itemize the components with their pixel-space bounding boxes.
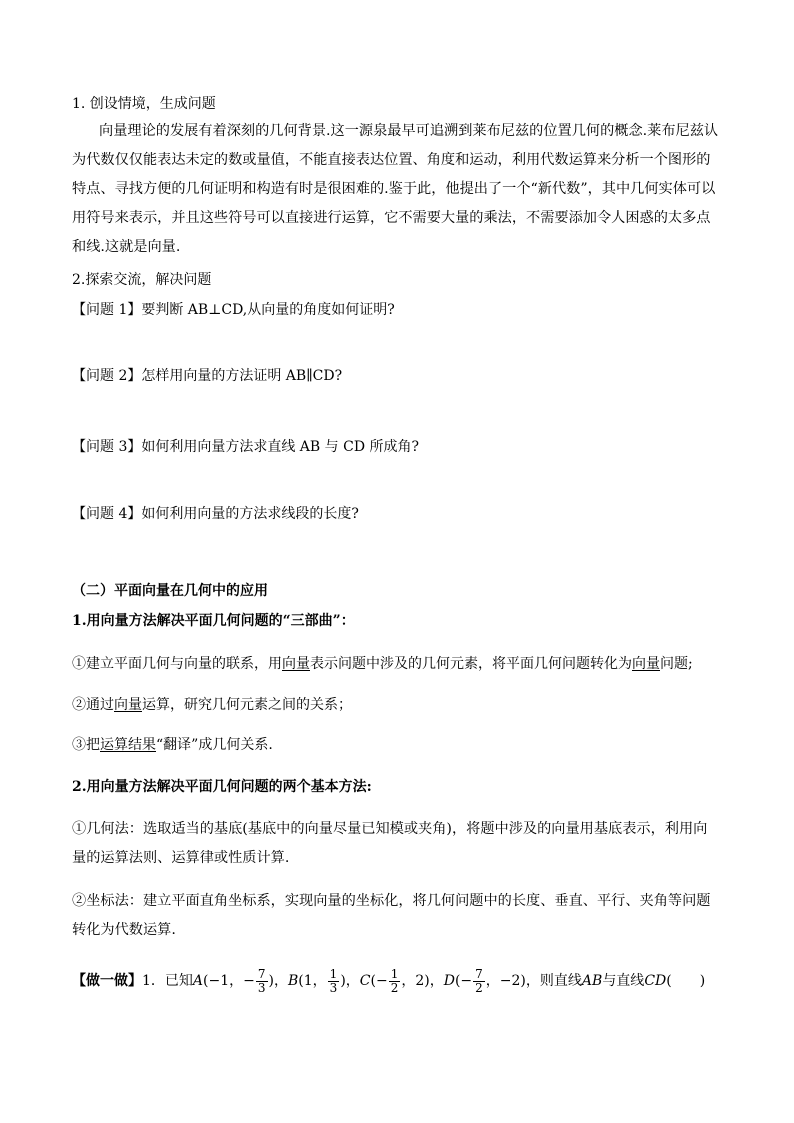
exercise-line: 【做一做】 1．已知 A (−1，− $\frac{7}{3}$ )， B (1， $\frac{1}{3}$ )， C (− $\frac{1}{2}$ ，2)， D (− $\frac{7}{2}$ ，−2)，则直线 AB 与直线 CD ( )	[72, 961, 705, 1001]
line-ab: AB	[581, 973, 603, 989]
point-d: D	[443, 973, 455, 989]
subheading-two-methods: 2.用向量方法解决平面几何问题的两个基本方法:	[72, 779, 372, 795]
step-3: ③把运算结果“翻译”成几何关系.	[72, 737, 273, 753]
intro-paragraph-text: 向量理论的发展有着深刻的几何背景.这一源泉最早可追溯到莱布尼兹的位置几何的概念.莱布尼兹认为代数仅仅能表达未定的数或量值，不能直接表达位置、角度和运动，利用代数运算来分析一个图形的特点、寻找方便的几何证明和构造有时是很困难的.鉴于此，他提出了一个“新代数”，其中几何实体可以用符号来表示，并且这些符号可以直接进行运算，它不需要大量的乘法，不需要添加令人困惑的太多点和线.这就是向量.	[72, 123, 719, 255]
subheading-three-steps: 1.用向量方法解决平面几何问题的“三部曲”：	[72, 613, 355, 629]
line-cd: CD	[644, 973, 667, 989]
step-1: ①建立平面几何与向量的联系，用向量表示问题中涉及的几何元素，将平面几何问题转化为向量问题;	[72, 656, 693, 672]
point-c: C	[359, 973, 371, 989]
question-3: 【问题 3】如何利用向量方法求直线 AB 与 CD 所成角?	[72, 439, 419, 455]
point-a: A	[192, 973, 204, 989]
section2-heading: 2.探索交流，解决问题	[72, 272, 212, 288]
question-2: 【问题 2】怎样用向量的方法证明 AB∥CD?	[72, 368, 343, 384]
fraction-7-3: $\frac{7}{3}$	[257, 966, 266, 995]
question-1: 【问题 1】要判断 AB⊥CD,从向量的角度如何证明?	[72, 302, 395, 318]
fraction-1-3: $\frac{1}{3}$	[329, 966, 338, 995]
method-geometric: ①几何法：选取适当的基底(基底中的向量尽量已知模或夹角)，将题中涉及的向量用基底表示，利用向量的运算法则、运算律或性质计算.	[72, 821, 708, 866]
part2-title: （二）平面向量在几何中的应用	[72, 583, 268, 599]
method-coordinate: ②坐标法：建立平面直角坐标系，实现向量的坐标化，将几何问题中的长度、垂直、平行、夹角等问题转化为代数运算.	[72, 893, 711, 938]
point-b: B	[288, 973, 299, 989]
answer-blank: ( )	[666, 973, 706, 989]
exercise-label: 【做一做】	[72, 973, 142, 989]
fraction-1-2: $\frac{1}{2}$	[390, 966, 399, 995]
section1-heading: 1. 创设情境，生成问题	[72, 96, 216, 112]
step-2: ②通过向量运算，研究几何元素之间的关系；	[72, 697, 352, 713]
question-4: 【问题 4】如何利用向量的方法求线段的长度?	[72, 506, 359, 522]
intro-paragraph	[72, 117, 720, 262]
fraction-7-2: $\frac{7}{2}$	[475, 966, 483, 995]
